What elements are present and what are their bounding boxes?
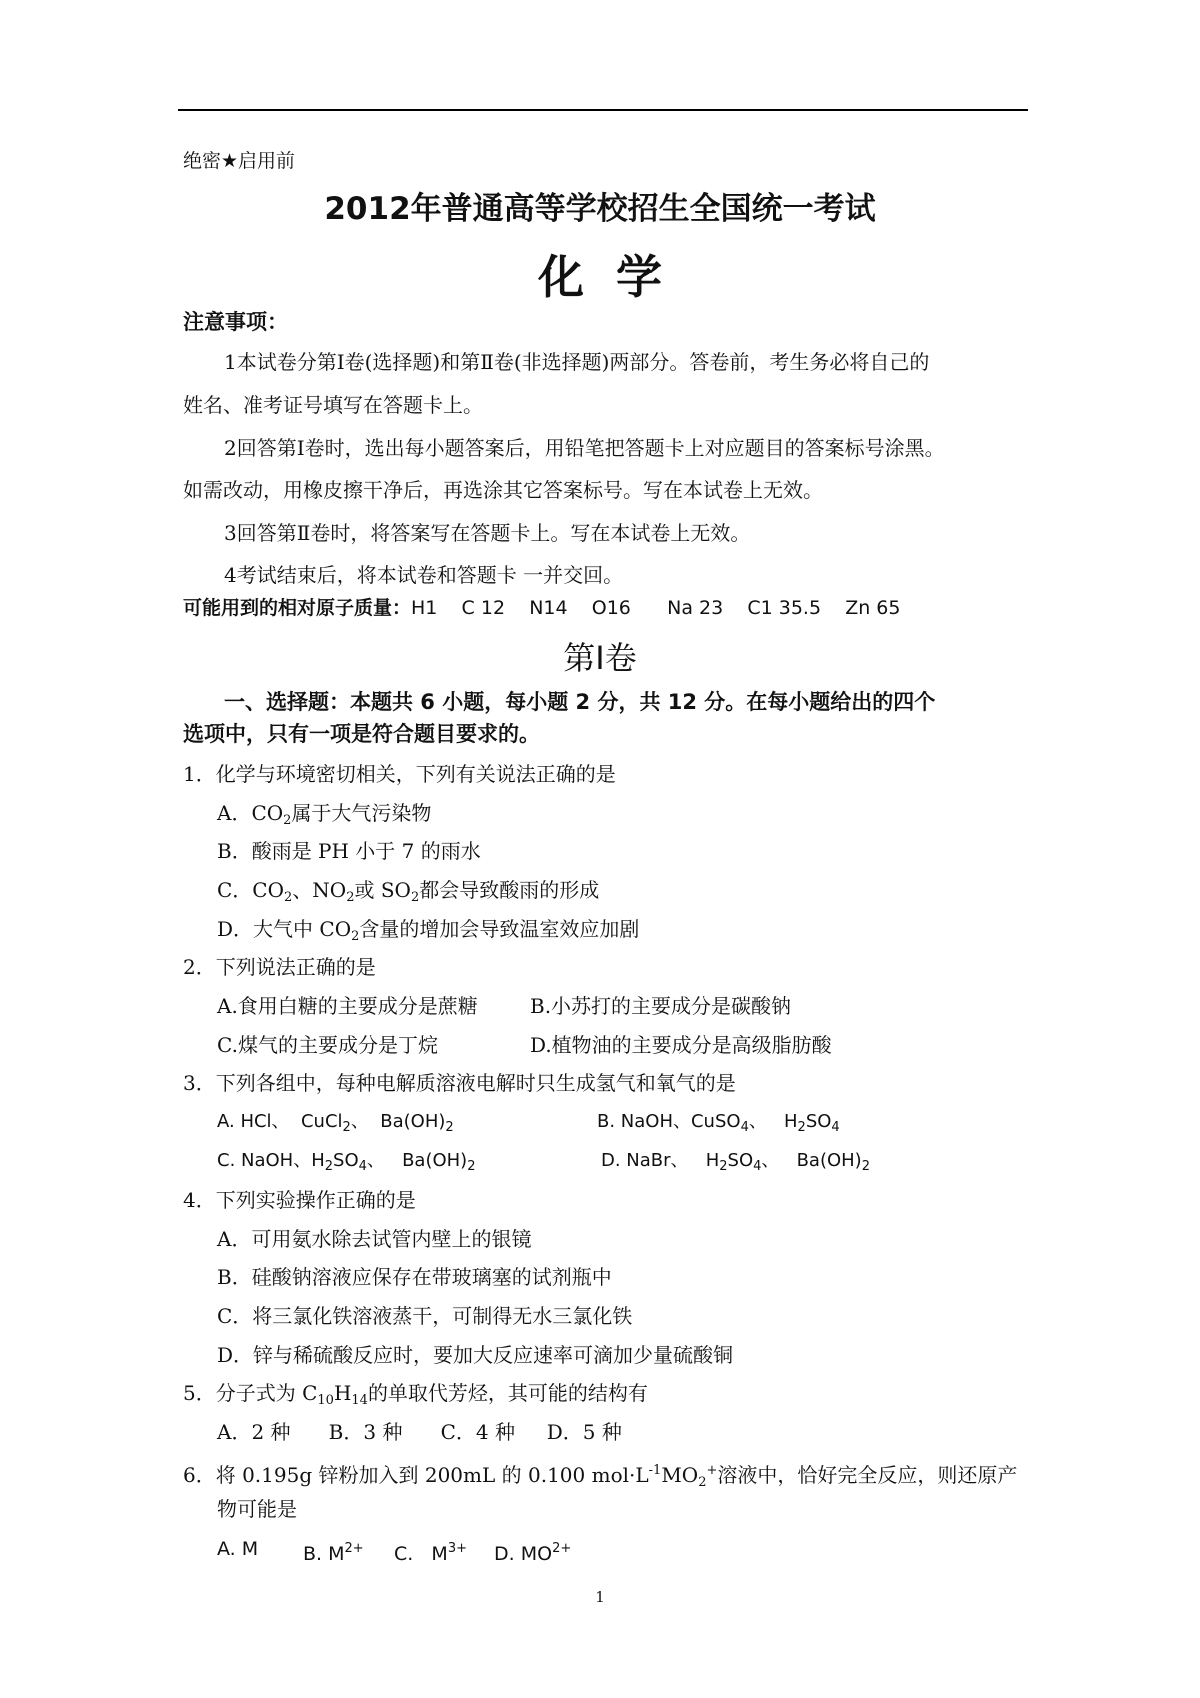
q3-stem: 3．下列各组中，每种电解质溶液电解时只生成氢气和氧气的是 [183, 1071, 736, 1095]
q1-stem: 1．化学与环境密切相关，下列有关说法正确的是 [183, 762, 616, 786]
note-4: 4考试结束后，将本试卷和答题卡 一并交回。 [224, 563, 624, 587]
q1-option-d: D．大气中 $CO_2$含量的增加会导致温室效应加剧 [217, 917, 640, 944]
q2-option-d: D.植物油的主要成分是高级脂肪酸 [530, 1033, 832, 1057]
q4-stem: 4．下列实验操作正确的是 [183, 1188, 416, 1212]
q1-option-a: A．$CO_2$属于大气污染物 [217, 801, 432, 828]
q2-option-b: B.小苏打的主要成分是碳酸钠 [530, 994, 792, 1018]
q3-option-d: D. NaBr、 $H_2SO_4$、 $Ba(OH)_2$ [601, 1150, 870, 1174]
q2-option-a: A.食用白糖的主要成分是蔗糖 [217, 994, 478, 1018]
note-1a: 1本试卷分第Ⅰ卷(选择题)和第Ⅱ卷(非选择题)两部分。答卷前，考生务必将自己的 [224, 350, 930, 374]
q6-option-b: B. $M^{2+}$ [303, 1541, 364, 1565]
confidential-mark: 绝密★启用前 [183, 150, 296, 172]
part1-instruction-b: 选项中，只有一项是符合题目要求的。 [183, 722, 540, 746]
q6-option-d: D. $MO^{2+}$ [494, 1541, 572, 1565]
note-2a: 2回答第Ⅰ卷时，选出每小题答案后，用铅笔把答题卡上对应题目的答案标号涂黑。 [224, 436, 945, 460]
top-rule [178, 109, 1028, 111]
q1-option-c: C．$CO_2$、$NO_2$或 $SO_2$都会导致酸雨的形成 [217, 878, 600, 905]
page-number: 1 [595, 1588, 605, 1606]
q2-stem: 2．下列说法正确的是 [183, 955, 376, 979]
q6-option-a: A. M [217, 1538, 259, 1560]
atomic-masses-label: 可能用到的相对原子质量： [183, 597, 412, 619]
q6-stem-continued: 物可能是 [217, 1497, 297, 1521]
q2-option-c: C.煤气的主要成分是丁烷 [217, 1033, 438, 1057]
q3-option-c: C. NaOH、$H_2SO_4$、 $Ba(OH)_2$ [217, 1150, 476, 1174]
q4-option-d: D．锌与稀硫酸反应时，要加大反应速率可滴加少量硫酸铜 [217, 1343, 734, 1367]
part1-instruction-a: 一、选择题：本题共 6 小题，每小题 2 分，共 12 分。在每小题给出的四个 [224, 690, 936, 714]
note-3: 3回答第Ⅱ卷时，将答案写在答题卡上。写在本试卷上无效。 [224, 521, 751, 545]
atomic-masses [183, 596, 900, 620]
q4-option-c: C．将三氯化铁溶液蒸干，可制得无水三氯化铁 [217, 1304, 633, 1328]
atomic-masses-values: H1 C 12 N14 O16 Na 23 C1 35.5 Zn 65 [411, 597, 901, 619]
q5-stem: 5．分子式为 $C_{10}H_{14}$的单取代芳烃，其可能的结构有 [183, 1381, 648, 1408]
subject-title: 化 学 [537, 250, 663, 304]
note-2b: 如需改动，用橡皮擦干净后，再选涂其它答案标号。写在本试卷上无效。 [183, 478, 823, 502]
q6-stem: 6．将 0.195g 锌粉加入到 200mL 的 0.100 $mol\cdot L^{-1}MO_2^+$溶液中，恰好完全反应，则还原产 [183, 1463, 1018, 1490]
q3-option-a: A. HCl、 CuCl$_2$、 $Ba(OH)_2$ [217, 1111, 454, 1135]
part1-title: 第Ⅰ卷 [563, 639, 637, 677]
q4-option-b: B．硅酸钠溶液应保存在带玻璃塞的试剂瓶中 [217, 1265, 612, 1289]
q1-option-b: B．酸雨是 PH 小于 7 的雨水 [217, 839, 481, 863]
q4-option-a: A．可用氨水除去试管内壁上的银镜 [217, 1227, 532, 1251]
exam-title: 2012年普通高等学校招生全国统一考试 [324, 191, 876, 227]
q5-options: A．2 种 B．3 种 C．4 种 D．5 种 [217, 1420, 622, 1444]
note-1b: 姓名、准考证号填写在答题卡上。 [183, 393, 483, 417]
q3-option-b: B. NaOH、CuSO$_4$、 $H_2SO_4$ [597, 1111, 840, 1135]
q6-option-c: C. $M^{3+}$ [394, 1541, 467, 1565]
notes-heading: 注意事项： [183, 310, 288, 334]
